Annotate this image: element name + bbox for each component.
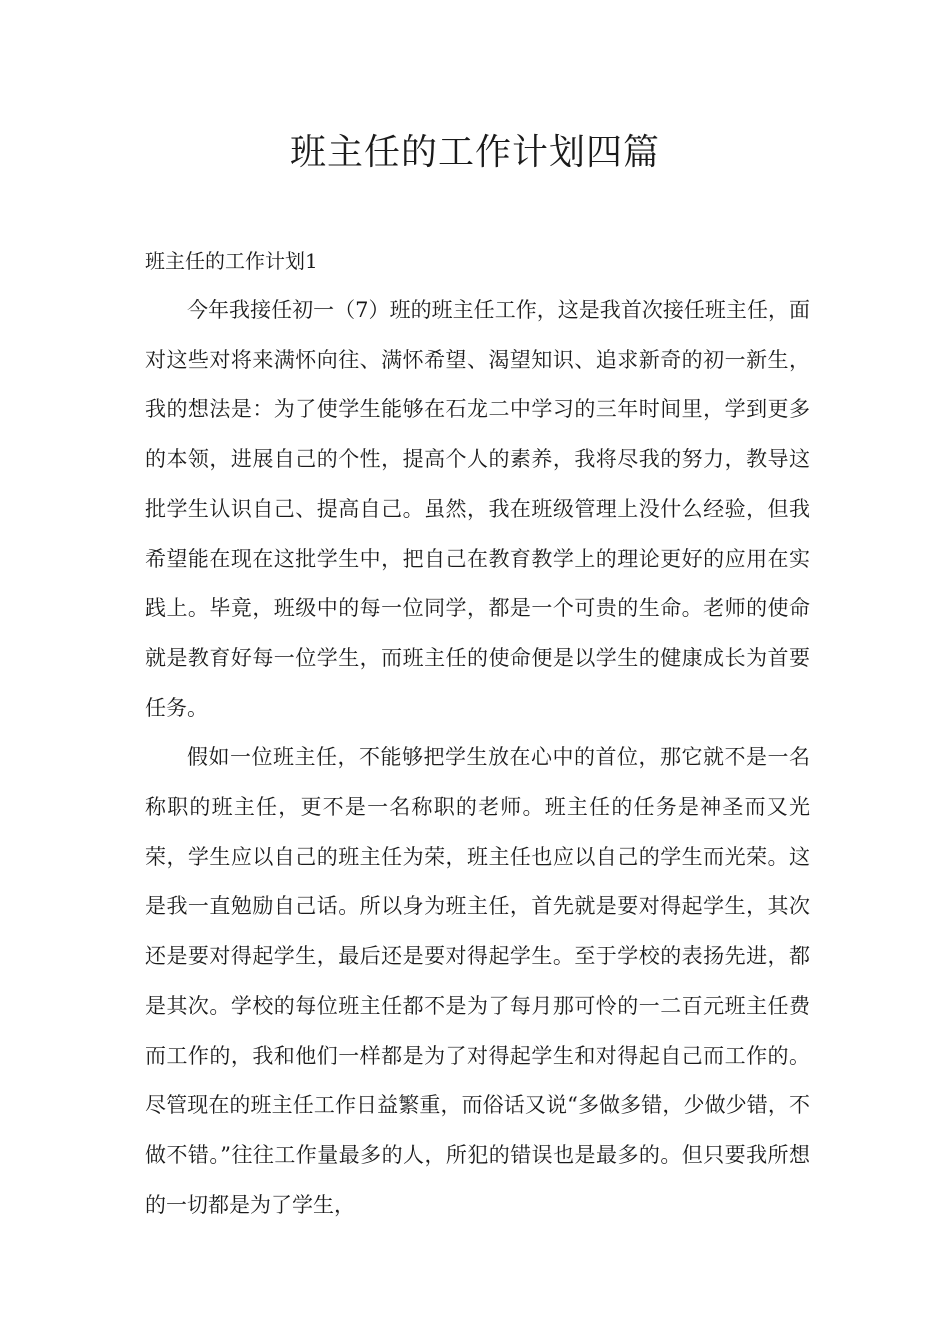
- document-body: [145, 236, 810, 1230]
- document-title: 班主任的工作计划四篇: [289, 132, 660, 173]
- section-heading: 班主任的工作计划1: [145, 249, 318, 273]
- paragraph: 假如一位班主任，不能够把学生放在心中的首位，那它就不是一名称职的班主任，更不是一名称职的老师。班主任的任务是神圣而又光荣，学生应以自己的班主任为荣，班主任也应以自己的学生而光荣。这是我一直勉励自己话。所以身为班主任，首先就是要对得起学生，其次还是要对得起学生，最后还是要对得起学生。至于学校的表扬先进，都是其次。学校的每位班主任都不是为了每月那可怜的一二百元班主任费而工作的，我和他们一样都是为了对得起学生和对得起自己而工作的。尽管现在的班主任工作日益繁重，而俗话又说“多做多错，少做少错，不做不错。”往往工作量最多的人，所犯的错误也是最多的。但只要我所想的一切都是为了学生，: [145, 745, 810, 1217]
- paragraph: 今年我接任初一（7）班的班主任工作，这是我首次接任班主任，面对这些对将来满怀向往、满怀希望、渴望知识、追求新奇的初一新生，我的想法是：为了使学生能够在石龙二中学习的三年时间里，学到更多的本领，进展自己的个性，提高个人的素养，我将尽我的努力，教导这批学生认识自己、提高自己。虽然，我在班级管理上没什么经验，但我希望能在现在这批学生中，把自己在教育教学上的理论更好的应用在实践上。毕竟，班级中的每一位同学，都是一个可贵的生命。老师的使命就是教育好每一位学生，而班主任的使命便是以学生的健康成长为首要任务。: [145, 298, 810, 720]
